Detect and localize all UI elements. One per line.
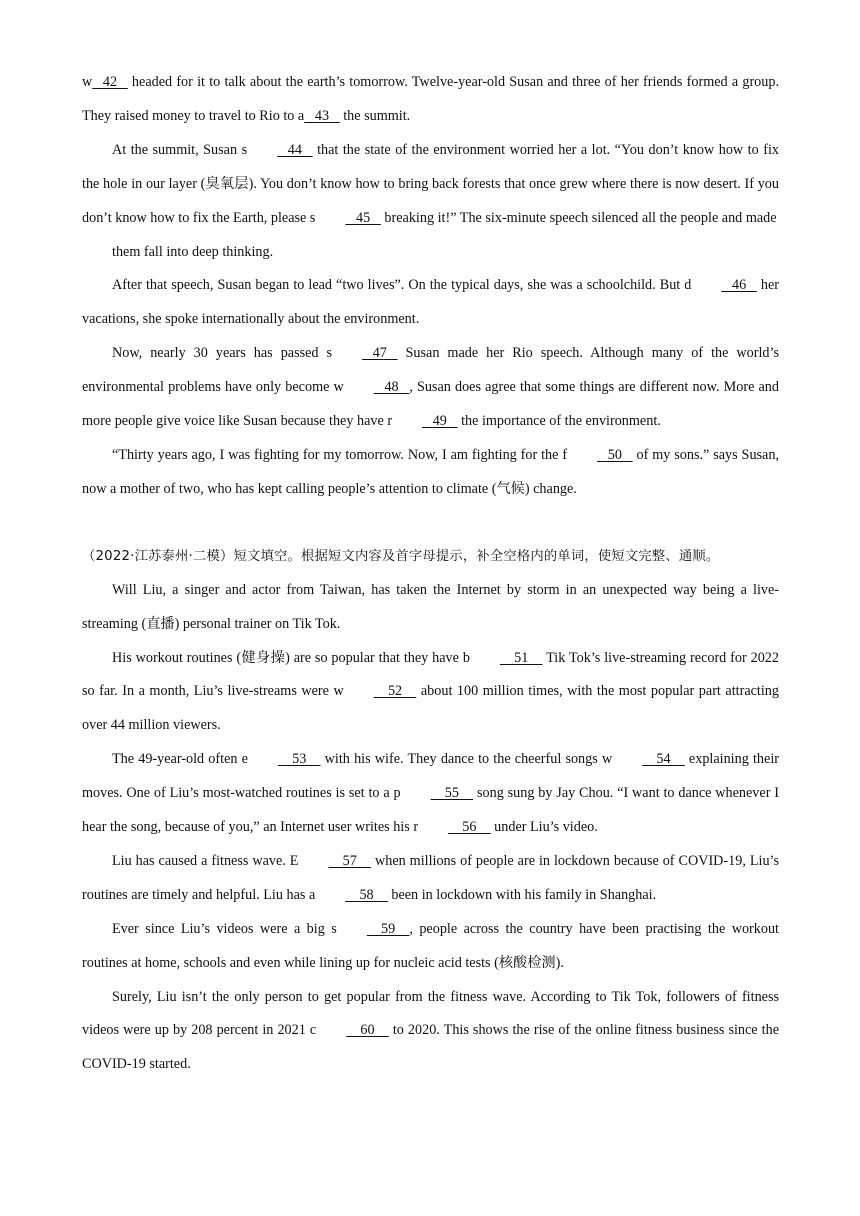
paragraph	[82, 913, 779, 981]
paragraph-text: her vacations, she spoke internationally about the environment.	[82, 277, 779, 328]
exercise-heading: （2022·江苏泰州·二模）短文填空。根据短文内容及首字母提示，补全空格内的单词，使短文完整、通顺。	[82, 548, 720, 564]
paragraph-text: to 2020. This shows the rise of the online fitness business since the COVID-19 started.	[82, 1022, 779, 1073]
paragraph-text: At the summit, Susan s	[112, 141, 248, 158]
blank-45[interactable]: 45	[345, 209, 381, 226]
paragraph-text: Will Liu, a singer and actor from Taiwan, has taken the Internet by storm in an unexpected way being a live-streaming (直播) personal trainer on Tik Tok.	[82, 581, 779, 632]
paragraph-text: Now, nearly 30 years has passed s	[112, 345, 333, 362]
paragraph-text: them fall into deep thinking.	[112, 243, 274, 260]
blank-60[interactable]: 60	[346, 1022, 389, 1039]
paragraph	[82, 337, 779, 439]
blank-58[interactable]: 58	[345, 886, 388, 903]
blank-55[interactable]: 55	[430, 785, 474, 802]
paragraph-text: w	[82, 74, 93, 90]
paragraph-text: Surely, Liu isn’t the only person to get popular from the fitness wave. According to Tik Tok, followers of fitness videos were up by 208 percent in 2021 c	[82, 988, 779, 1039]
blank-49[interactable]: 49	[422, 413, 458, 430]
paragraph-text: the importance of the environment.	[457, 413, 661, 430]
paragraph-text: breaking it!” The six-minute speech silenced all the people and made	[380, 209, 777, 226]
passage-two	[82, 574, 779, 1083]
paragraph-text: His workout routines (健身操) are so popular that they have b	[112, 649, 470, 666]
paragraph	[82, 642, 779, 744]
paragraph-text: when millions of people are in lockdown because of COVID-19, Liu’s routines are timely and helpful. Liu has a	[82, 852, 779, 903]
paragraph-text: headed for it to talk about the earth’s tomorrow. Twelve-year-old Susan and three of her friends formed a group. They raised money to travel to Rio to a	[82, 74, 779, 124]
document-page	[82, 66, 779, 1082]
blank-52[interactable]: 52	[373, 683, 417, 700]
paragraph	[82, 845, 779, 913]
paragraph-text: “Thirty years ago, I was fighting for my tomorrow. Now, I am fighting for the f	[112, 446, 568, 463]
blank-47[interactable]: 47	[362, 345, 398, 362]
paragraph-text: Liu has caused a fitness wave. E	[112, 852, 299, 869]
paragraph-text: that the state of the environment worried her a lot. “You don’t know how to fix the hole in our layer (臭氧层). You don’t know how to bring back forests that once grew where there is now desert. If you don’t know how to fix the Earth, please s	[82, 141, 779, 226]
paragraph	[82, 981, 779, 1083]
paragraph-text: Tik Tok’s live-streaming record for 2022 so far. In a month, Liu’s live-streams were w	[82, 649, 779, 700]
paragraph	[82, 134, 779, 236]
paragraph-text: , Susan does agree that some things are different now. More and more people give voice like Susan because they have r	[82, 379, 779, 430]
paragraph-text: explaining their moves. One of Liu’s most-watched routines is set to a p	[82, 751, 779, 802]
blank-50[interactable]: 50	[597, 446, 633, 463]
paragraph	[82, 66, 779, 134]
paragraph-text: Susan made her Rio speech. Although many of the world’s environmental problems have only become w	[82, 345, 779, 396]
blank-57[interactable]: 57	[328, 852, 372, 869]
paragraph	[82, 574, 779, 642]
paragraph	[82, 269, 779, 337]
paragraph-text: After that speech, Susan began to lead “two lives”. On the typical days, she was a schoolchild. But d	[112, 277, 692, 294]
blank-59[interactable]: 59	[366, 920, 410, 937]
paragraph-text: , people across the country have been practising the workout routines at home, schools and even while lining up for nucleic acid tests (核酸检测).	[82, 920, 779, 971]
paragraph	[82, 236, 779, 270]
paragraph-text: with his wife. They dance to the cheerful songs w	[320, 751, 613, 768]
paragraph-text: the summit.	[339, 107, 411, 124]
blank-44[interactable]: 44	[277, 141, 313, 158]
blank-48[interactable]: 48	[373, 379, 410, 396]
paragraph-text: The 49-year-old often e	[112, 751, 248, 768]
paragraph	[82, 743, 779, 845]
blank-46[interactable]: 46	[721, 277, 757, 294]
paragraph-text: Ever since Liu’s videos were a big s	[112, 920, 337, 937]
blank-43[interactable]: 43	[304, 107, 340, 124]
paragraph-text: song sung by Jay Chou. “I want to dance whenever I hear the song, because of you,” an Internet user writes his r	[82, 785, 779, 836]
blank-42[interactable]: 42	[92, 74, 128, 90]
paragraph-text: about 100 million times, with the most popular part attracting over 44 million viewers.	[82, 683, 779, 734]
paragraph-text: been in lockdown with his family in Shanghai.	[387, 886, 657, 903]
blank-54[interactable]: 54	[642, 751, 685, 768]
paragraph-text: of my sons.” says Susan, now a mother of two, who has kept calling people’s attention to climate (气候) change.	[82, 446, 779, 497]
blank-53[interactable]: 53	[277, 751, 321, 768]
passage-one	[82, 66, 779, 507]
blank-51[interactable]: 51	[499, 649, 543, 666]
paragraph	[82, 439, 779, 507]
blank-56[interactable]: 56	[448, 819, 491, 836]
paragraph-text: under Liu’s video.	[490, 819, 598, 836]
